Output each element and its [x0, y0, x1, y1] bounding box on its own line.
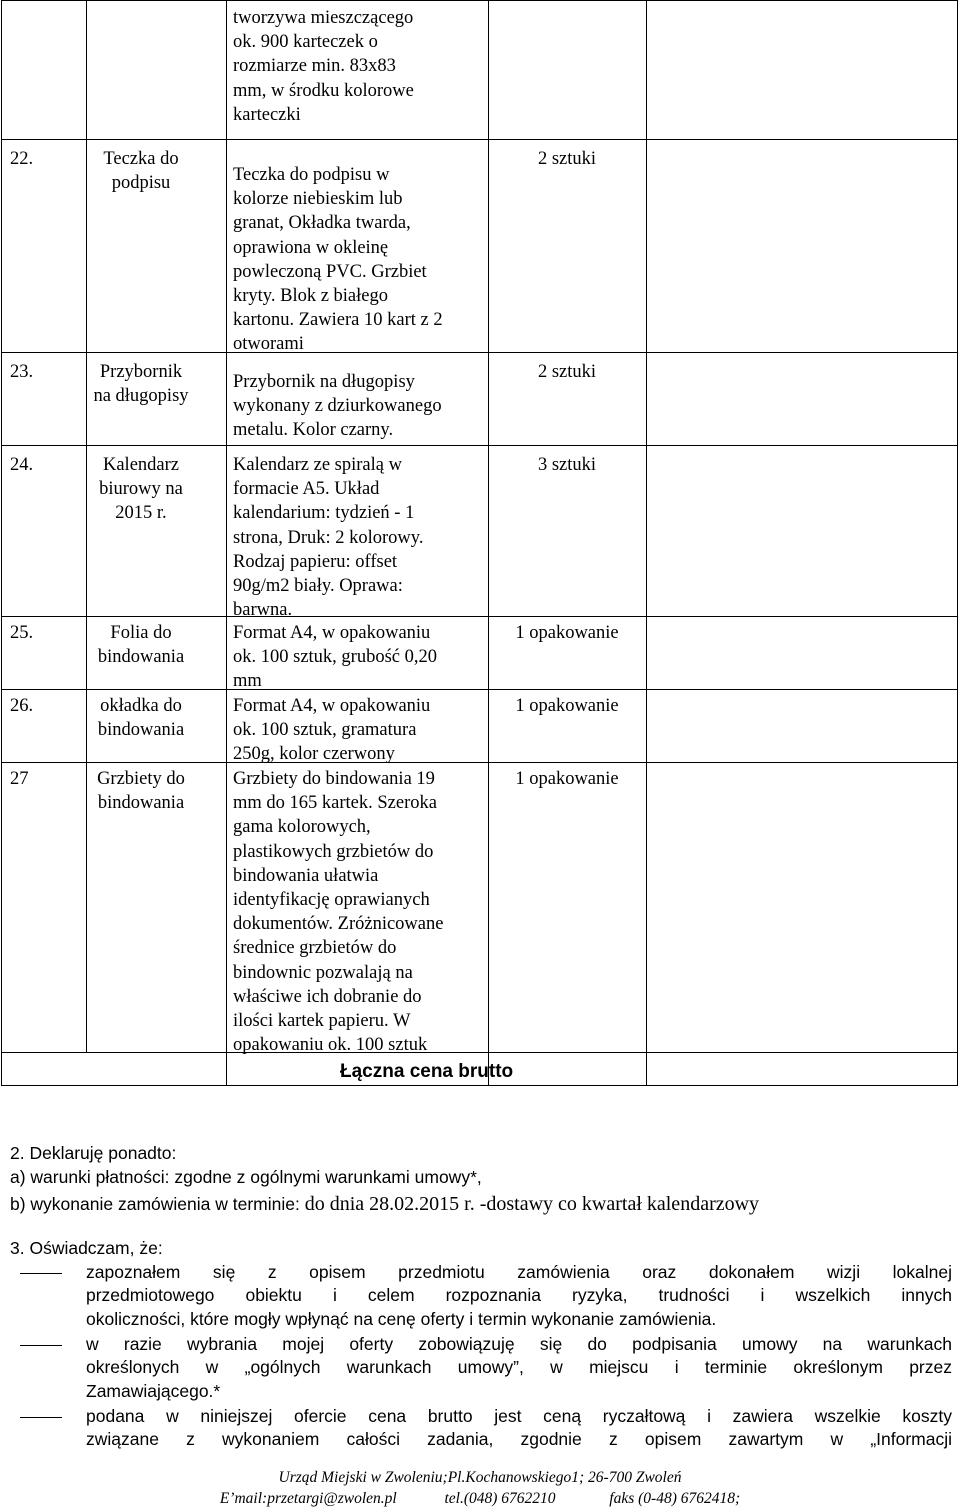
row-divider — [1, 139, 958, 140]
row-divider — [1, 616, 958, 617]
dash-bullet-icon — [20, 1417, 62, 1418]
row-number: 22. — [10, 149, 34, 169]
text-line: rozmiarze min. 83x83 — [233, 56, 396, 77]
text-line: barwna. — [233, 600, 293, 621]
text-line: Przybornik — [99, 362, 183, 382]
item-quantity: 2 sztuki — [537, 149, 597, 169]
text-line: Format A4, w opakowaniu — [233, 696, 431, 716]
text-line: strona, Druk: 2 kolorowy. — [233, 527, 424, 548]
row-divider — [1, 445, 958, 446]
text-line: 250g, kolor czerwony — [233, 744, 395, 765]
text-line: określonych w „ogólnych warunkach umowy”, w miejscu i terminie określonym przez — [86, 1357, 952, 1378]
table-border-left — [1, 0, 2, 1086]
text-line: zapoznałem się z opisem przedmiotu zamówienia oraz dokonałem wizji lokalnej — [86, 1262, 952, 1282]
text-line: metalu. Kolor czarny. — [233, 420, 394, 441]
text-line: karteczki — [233, 104, 301, 125]
item-quantity: 3 sztuki — [537, 455, 597, 475]
footer-phone: tel.(048) 6762210 — [444, 1490, 556, 1507]
text-line: Teczka do — [103, 149, 179, 169]
footer-email: E’mail:przetargi@zwolen.pl — [219, 1490, 397, 1507]
text-line: okoliczności, które mogły wpłynąć na cenę oferty i termin wykonanie zamówienia. — [86, 1308, 717, 1329]
text-line: Kalendarz ze spiralą w — [233, 455, 402, 475]
text-line: mm — [233, 671, 262, 692]
text-line: ilości kartek papieru. W — [233, 1011, 411, 1032]
text-line: bindownic pozwalają na — [233, 962, 413, 983]
text-line: kalendarium: tydzień - 1 — [233, 503, 415, 524]
text-line: bindowania — [97, 647, 185, 668]
item-name — [82, 147, 200, 195]
text-line: oprawiona w okleinę — [233, 237, 389, 258]
text-line: mm, w środku kolorowe — [233, 80, 414, 101]
row-number: 25. — [10, 623, 34, 643]
text-line: średnice grzbietów do — [233, 938, 397, 959]
text-line: otworami — [233, 334, 304, 355]
text-line: Grzbiety do bindowania 19 — [233, 769, 435, 789]
row-divider — [1, 352, 958, 353]
item-name — [82, 621, 200, 669]
text-line: biurowy na — [99, 479, 183, 500]
row-number: 23. — [10, 362, 34, 382]
row-number: 27 — [10, 769, 29, 789]
text-line: ok. 100 sztuk, grubość 0,20 — [233, 647, 437, 668]
item-description — [233, 370, 479, 443]
total-gross-price-label: Łączna cena brutto — [340, 1061, 514, 1082]
text-line: Rodzaj papieru: offset — [233, 551, 398, 572]
footer-contact — [0, 1490, 960, 1508]
item-name — [82, 360, 200, 408]
item-name — [82, 694, 200, 742]
text-line: Format A4, w opakowaniu — [233, 623, 431, 643]
text-line: powleczoną PVC. Grzbiet — [233, 261, 427, 282]
text-line: bindowania ułatwia — [233, 865, 379, 886]
row-divider — [1, 689, 958, 690]
item-name — [82, 767, 200, 815]
item-description — [233, 621, 479, 694]
text-line: Teczka do podpisu w — [233, 165, 390, 185]
table-border-col2 — [226, 0, 227, 1086]
row-divider — [1, 762, 958, 763]
text-line: plastikowych grzbietów do — [233, 841, 434, 862]
item-description — [233, 453, 479, 622]
text-line: Kalendarz — [102, 455, 179, 475]
text-line: kolorze niebieskim lub — [233, 189, 403, 210]
text-line: Zamawiającego.* — [86, 1380, 221, 1401]
delivery-terms-value: do dnia 28.02.2015 r. -dostawy co kwartał kalendarzowy — [304, 1193, 760, 1215]
table-border-top — [1, 0, 958, 1]
text-line: okładka do — [100, 696, 182, 716]
item-description — [233, 163, 479, 357]
text-line: podana w niniejszej ofercie cena brutto jest ceną ryczałtową i zawiera wszelkie koszty — [86, 1406, 952, 1426]
item-quantity: 1 opakowanie — [515, 696, 619, 716]
text-line: dokumentów. Zróżnicowane — [233, 914, 444, 935]
footer-fax: faks (0-48) 6762418; — [609, 1490, 741, 1507]
text-line: podpisu — [111, 173, 171, 194]
table-border-bottom — [1, 1085, 958, 1086]
item-description — [233, 694, 479, 767]
delivery-terms-label: b) wykonanie zamówienia w terminie: — [10, 1194, 305, 1214]
dash-bullet-icon — [20, 1345, 62, 1346]
text-line: przedmiotowego obiektu i celem rozpoznania ryzyka, trudności i wszelkich innych — [86, 1285, 952, 1306]
declaration-item — [86, 1405, 952, 1452]
text-line: Grzbiety do — [97, 769, 185, 789]
row-number: 24. — [10, 455, 34, 475]
text-line: kartonu. Zawiera 10 kart z 2 — [233, 310, 443, 331]
section-2-heading: 2. Deklaruję ponadto: — [10, 1143, 177, 1163]
delivery-terms — [10, 1193, 759, 1217]
text-line: identyfikację oprawianych — [233, 890, 430, 911]
item-quantity: 1 opakowanie — [515, 769, 619, 789]
text-line: właściwe ich dobranie do — [233, 986, 422, 1007]
dash-bullet-icon — [20, 1273, 62, 1274]
text-line: tworzywa mieszczącego — [233, 8, 414, 28]
text-line: na długopisy — [93, 386, 189, 407]
item-quantity: 1 opakowanie — [515, 623, 619, 643]
text-line: w razie wybrania mojej oferty zobowiązuję się do podpisania umowy na warunkach — [86, 1334, 952, 1354]
text-line: mm do 165 kartek. Szeroka — [233, 793, 437, 814]
text-line: Folia do — [110, 623, 172, 643]
text-line: Przybornik na długopisy — [233, 372, 415, 392]
declaration-item — [86, 1333, 952, 1403]
text-line: ok. 100 sztuk, gramatura — [233, 720, 417, 741]
text-line: wykonany z dziurkowanego — [233, 396, 442, 417]
text-line: kryty. Blok z białego — [233, 286, 388, 307]
text-line: opakowaniu ok. 100 sztuk — [233, 1035, 428, 1056]
declaration-item — [86, 1261, 952, 1331]
text-line: 2015 r. — [115, 503, 167, 524]
item-description — [233, 767, 479, 1057]
text-line: 90g/m2 biały. Oprawa: — [233, 576, 403, 597]
text-line: ok. 900 karteczek o — [233, 32, 378, 53]
row-number: 26. — [10, 696, 34, 716]
text-line: formacie A5. Układ — [233, 479, 380, 500]
text-line: związane z wykonaniem całości zadania, zgodnie z opisem zawartym w „Informacji — [86, 1429, 952, 1450]
payment-terms: a) warunki płatności: zgodne z ogólnymi warunkami umowy*, — [10, 1167, 482, 1187]
footer-address: Urząd Miejski w Zwoleniu;Pl.Kochanowskiego1; 26-700 Zwoleń — [278, 1469, 682, 1486]
item-name — [82, 453, 200, 526]
section-3-heading: 3. Oświadczam, że: — [10, 1238, 163, 1258]
text-line: gama kolorowych, — [233, 817, 371, 838]
text-line: granat, Okładka twarda, — [233, 213, 411, 234]
continued-description — [233, 6, 479, 127]
text-line: bindowania — [97, 793, 185, 814]
item-quantity: 2 sztuki — [537, 362, 597, 382]
table-border-right — [957, 0, 958, 1086]
row-divider — [1, 1052, 958, 1053]
text-line: bindowania — [97, 720, 185, 741]
